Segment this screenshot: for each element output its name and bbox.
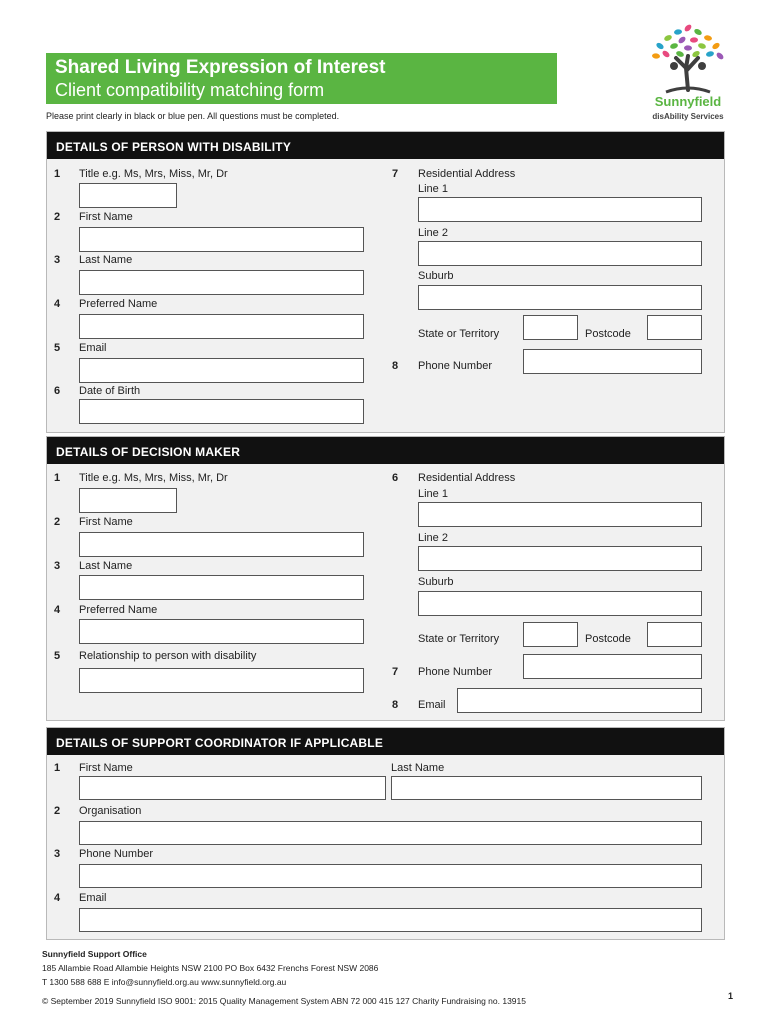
title-label: Title e.g. Ms, Mrs, Miss, Mr, Dr bbox=[79, 472, 228, 484]
postcode-input[interactable] bbox=[647, 622, 702, 647]
logo-leaf bbox=[690, 37, 698, 43]
first-name-label: First Name bbox=[79, 211, 133, 223]
field-number: 1 bbox=[54, 168, 61, 180]
email-label: Email bbox=[79, 892, 107, 904]
suburb-label: Suburb bbox=[418, 270, 454, 282]
state-input[interactable] bbox=[523, 315, 578, 340]
instructions: Please print clearly in black or blue pen. All questions must be completed. bbox=[46, 111, 340, 121]
line1-label: Line 1 bbox=[418, 183, 448, 195]
line2-label: Line 2 bbox=[418, 532, 448, 544]
field-number: 3 bbox=[54, 254, 61, 266]
address-line1-input[interactable] bbox=[418, 502, 702, 527]
last-name-input[interactable] bbox=[391, 776, 702, 800]
logo-leaf bbox=[715, 51, 724, 60]
email-label: Email bbox=[79, 342, 107, 354]
logo-name: Sunnyfield bbox=[654, 94, 722, 109]
last-name-input[interactable] bbox=[79, 575, 364, 600]
last-name-label: Last Name bbox=[79, 560, 133, 572]
line2-label: Line 2 bbox=[418, 227, 448, 239]
line1-label: Line 1 bbox=[418, 488, 448, 500]
address-line2-input[interactable] bbox=[418, 241, 702, 266]
logo-leaf bbox=[683, 23, 692, 32]
field-number: 1 bbox=[54, 472, 61, 484]
phone-label: Phone Number bbox=[418, 666, 492, 678]
logo-leaf bbox=[652, 53, 661, 59]
logo-leaf bbox=[697, 42, 706, 49]
form-subtitle: Client compatibility matching form bbox=[55, 80, 325, 100]
preferred-name-input[interactable] bbox=[79, 619, 364, 644]
logo-leaf bbox=[677, 35, 686, 44]
logo-leaf bbox=[693, 28, 703, 36]
field-number: 4 bbox=[54, 604, 61, 616]
suburb-label: Suburb bbox=[418, 576, 454, 588]
relationship-label: Relationship to person with disability bbox=[79, 650, 257, 662]
suburb-input[interactable] bbox=[418, 285, 702, 310]
last-name-label: Last Name bbox=[391, 762, 445, 774]
preferred-name-label: Preferred Name bbox=[79, 298, 158, 310]
phone-input[interactable] bbox=[79, 864, 702, 888]
section-heading: DETAILS OF DECISION MAKER bbox=[47, 437, 724, 464]
first-name-input[interactable] bbox=[79, 776, 386, 800]
form-title: Shared Living Expression of Interest bbox=[55, 57, 386, 78]
field-number: 2 bbox=[54, 805, 61, 817]
address-line1-input[interactable] bbox=[418, 197, 702, 222]
phone-input[interactable] bbox=[523, 349, 702, 374]
logo-leaf bbox=[674, 29, 683, 35]
field-number: 8 bbox=[392, 360, 399, 372]
footer-copyright: © September 2019 Sunnyfield ISO 9001: 2015 Quality Management System ABN 72 000 415 127 Charity Fundraising no. 13915 bbox=[42, 996, 526, 1006]
organisation-label: Organisation bbox=[79, 805, 142, 817]
section-person-with-disability bbox=[46, 131, 725, 433]
dob-label: Date of Birth bbox=[79, 385, 141, 397]
tree-logo-icon bbox=[646, 22, 730, 94]
field-number: 2 bbox=[54, 516, 61, 528]
field-number: 6 bbox=[54, 385, 61, 397]
title-input[interactable] bbox=[79, 488, 177, 513]
address-line2-input[interactable] bbox=[418, 546, 702, 571]
email-input[interactable] bbox=[79, 908, 702, 932]
field-number: 5 bbox=[54, 650, 61, 662]
footer-address: 185 Allambie Road Allambie Heights NSW 2100 PO Box 6432 Frenchs Forest NSW 2086 bbox=[42, 963, 379, 973]
logo-leaf bbox=[663, 34, 672, 42]
email-label: Email bbox=[418, 699, 446, 711]
preferred-name-label: Preferred Name bbox=[79, 604, 158, 616]
preferred-name-input[interactable] bbox=[79, 314, 364, 339]
phone-label: Phone Number bbox=[79, 848, 153, 860]
address-label: Residential Address bbox=[418, 472, 516, 484]
last-name-input[interactable] bbox=[79, 270, 364, 295]
page-number: 1 bbox=[728, 991, 734, 1001]
field-number: 4 bbox=[54, 892, 61, 904]
footer-contact: T 1300 588 688 E info@sunnyfield.org.au www.sunnyfield.org.au bbox=[42, 977, 287, 987]
title-banner bbox=[46, 53, 557, 104]
section-support-coordinator bbox=[46, 727, 725, 940]
suburb-input[interactable] bbox=[418, 591, 702, 616]
organisation-input[interactable] bbox=[79, 821, 702, 845]
last-name-label: Last Name bbox=[79, 254, 133, 266]
title-input[interactable] bbox=[79, 183, 177, 208]
field-number: 5 bbox=[54, 342, 61, 354]
postcode-input[interactable] bbox=[647, 315, 702, 340]
state-input[interactable] bbox=[523, 622, 578, 647]
logo-leaf bbox=[669, 42, 678, 50]
phone-input[interactable] bbox=[523, 654, 702, 679]
first-name-label: First Name bbox=[79, 762, 133, 774]
postcode-label: Postcode bbox=[585, 328, 631, 340]
field-number: 4 bbox=[54, 298, 61, 310]
section-decision-maker bbox=[46, 436, 725, 721]
address-label: Residential Address bbox=[418, 168, 516, 180]
field-number: 3 bbox=[54, 560, 61, 572]
title-label: Title e.g. Ms, Mrs, Miss, Mr, Dr bbox=[79, 168, 228, 180]
logo-leaf bbox=[655, 42, 665, 51]
email-input[interactable] bbox=[457, 688, 702, 713]
logo-tagline: disAbility Services bbox=[652, 112, 724, 121]
state-label: State or Territory bbox=[418, 633, 500, 645]
field-number: 3 bbox=[54, 848, 61, 860]
field-number: 6 bbox=[392, 472, 399, 484]
first-name-input[interactable] bbox=[79, 227, 364, 252]
email-input[interactable] bbox=[79, 358, 364, 383]
field-number: 1 bbox=[54, 762, 61, 774]
first-name-input[interactable] bbox=[79, 532, 364, 557]
field-number: 7 bbox=[392, 168, 399, 180]
first-name-label: First Name bbox=[79, 516, 133, 528]
postcode-label: Postcode bbox=[585, 633, 631, 645]
logo-leaf bbox=[661, 49, 670, 58]
logo-leaf bbox=[704, 35, 713, 42]
relationship-input[interactable] bbox=[79, 668, 364, 693]
state-label: State or Territory bbox=[418, 328, 500, 340]
phone-label: Phone Number bbox=[418, 360, 492, 372]
sunnyfield-logo bbox=[646, 22, 730, 126]
field-number: 2 bbox=[54, 211, 61, 223]
dob-input[interactable] bbox=[79, 399, 364, 424]
logo-leaf bbox=[711, 42, 721, 51]
section-heading: DETAILS OF PERSON WITH DISABILITY bbox=[47, 132, 724, 159]
footer-office: Sunnyfield Support Office bbox=[42, 949, 147, 959]
field-number: 7 bbox=[392, 666, 399, 678]
logo-leaf bbox=[684, 45, 692, 50]
logo-leaf bbox=[705, 51, 714, 58]
field-number: 8 bbox=[392, 699, 399, 711]
section-heading: DETAILS OF SUPPORT COORDINATOR IF APPLICABLE bbox=[47, 728, 724, 755]
